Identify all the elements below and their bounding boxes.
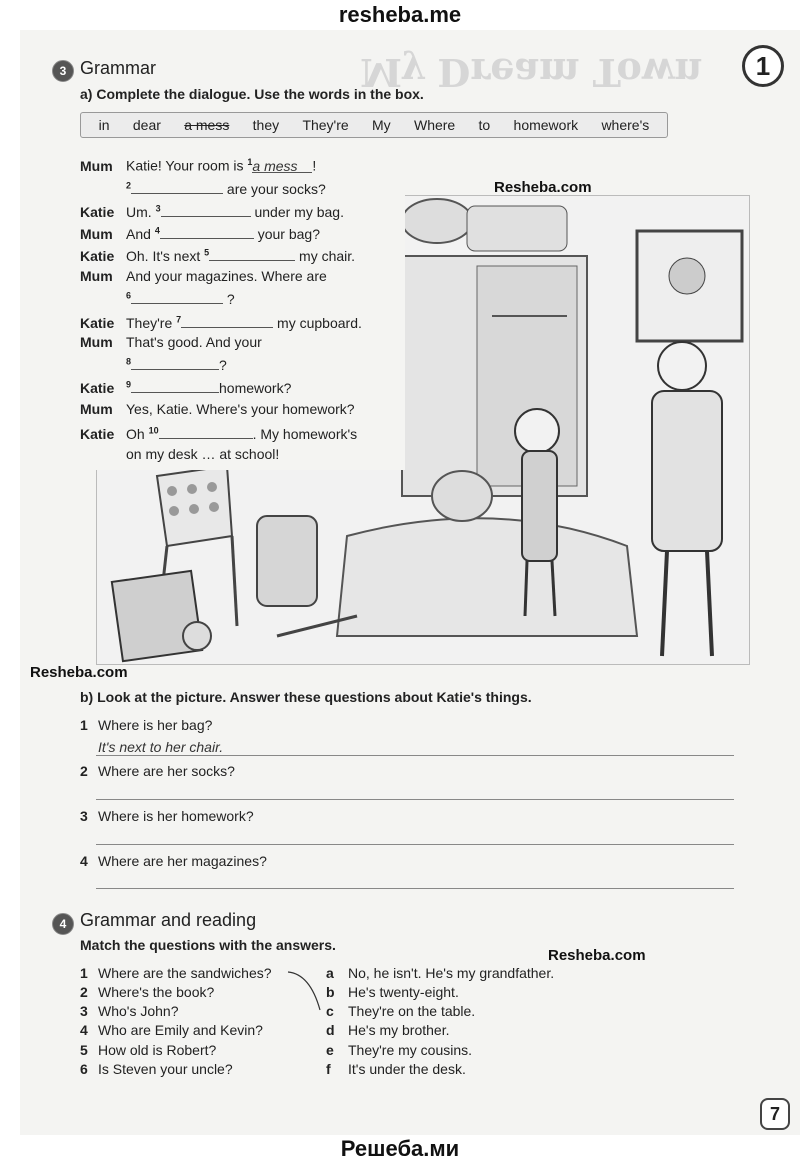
match-question: 6 Is Steven your uncle? bbox=[80, 1061, 233, 1077]
match-answer: f It's under the desk. bbox=[326, 1061, 466, 1077]
match-question: 1 Where are the sandwiches? bbox=[80, 965, 272, 981]
match-answer: b He's twenty-eight. bbox=[326, 984, 459, 1000]
question-row: 2 Where are her socks? bbox=[80, 763, 235, 779]
word-box-item: they bbox=[252, 117, 280, 133]
answer-gap-1[interactable]: a mess bbox=[252, 158, 312, 173]
page-number: 7 bbox=[760, 1098, 790, 1130]
speaker: Katie bbox=[80, 315, 115, 331]
match-answer: a No, he isn't. He's my grandfather. bbox=[326, 965, 555, 981]
match-answer: d He's my brother. bbox=[326, 1022, 450, 1038]
dialogue-line-12: Mum Yes, Katie. Where's your homework? bbox=[80, 401, 355, 417]
dialogue-line-1: Mum Katie! Your room is $^1$a mess! bbox=[80, 157, 317, 174]
speaker: Mum bbox=[80, 157, 113, 174]
exercise-3-number: 3 bbox=[52, 60, 74, 82]
match-answer: e They're my cousins. bbox=[326, 1042, 473, 1058]
exercise-4-title: Grammar and reading bbox=[80, 910, 257, 930]
dialogue-line-3: Katie Um. $^3$ under my bag. bbox=[80, 203, 344, 220]
speaker: Katie bbox=[80, 204, 115, 220]
answer-gap-6[interactable] bbox=[131, 289, 223, 304]
dialogue-panel bbox=[70, 150, 405, 470]
exercise-3a-instruction: a) Complete the dialogue. Use the words in the box. bbox=[80, 86, 424, 102]
speaker: Katie bbox=[80, 248, 115, 264]
answer-line[interactable] bbox=[96, 888, 734, 889]
word-box-item: to bbox=[478, 117, 491, 133]
answer-gap-5[interactable] bbox=[209, 246, 295, 261]
answer-text[interactable]: It's next to her chair. bbox=[98, 739, 224, 755]
match-question: 5 How old is Robert? bbox=[80, 1042, 217, 1058]
answer-gap-7[interactable] bbox=[181, 313, 273, 328]
speaker: Mum bbox=[80, 226, 113, 242]
exercise-4-number: 4 bbox=[52, 913, 74, 935]
word-box-item-used: a mess bbox=[184, 117, 230, 133]
watermark: Resheba.com bbox=[30, 664, 128, 681]
answer-gap-3[interactable] bbox=[161, 202, 251, 217]
match-question: 3 Who's John? bbox=[80, 1003, 179, 1019]
word-box bbox=[80, 112, 668, 138]
speaker: Mum bbox=[80, 268, 113, 284]
match-question: 4 Who are Emily and Kevin? bbox=[80, 1022, 263, 1038]
site-footer-url: Решеба.ми bbox=[340, 1136, 460, 1161]
dialogue-line-2: $^2$ are your socks? bbox=[126, 180, 326, 197]
question-row: 3 Where is her homework? bbox=[80, 808, 254, 824]
speaker: Katie bbox=[80, 380, 115, 396]
match-question: 2 Where's the book? bbox=[80, 984, 215, 1000]
watermark: Resheba.com bbox=[494, 179, 592, 196]
answer-gap-2[interactable] bbox=[131, 179, 223, 194]
watermark: Resheba.com bbox=[548, 947, 646, 964]
dialogue-line-6: Mum And your magazines. Where are bbox=[80, 268, 327, 284]
bleed-through-title: My Dream Town bbox=[360, 50, 703, 95]
question-row: 4 Where are her magazines? bbox=[80, 853, 267, 869]
word-box-item: dear bbox=[132, 117, 161, 133]
word-box-item: They're bbox=[302, 117, 349, 133]
answer-gap-8[interactable] bbox=[131, 355, 219, 370]
site-header-url: resheba.me bbox=[338, 2, 462, 27]
dialogue-line-5: Katie Oh. It's next $^5$ my chair. bbox=[80, 247, 356, 264]
unit-number-badge: 1 bbox=[742, 45, 784, 87]
speaker: Katie bbox=[80, 426, 115, 442]
word-box-item: where's bbox=[601, 117, 650, 133]
answer-line[interactable] bbox=[96, 799, 734, 800]
dialogue-line-7: $^6$ ? bbox=[126, 290, 235, 307]
answer-line[interactable] bbox=[96, 844, 734, 845]
dialogue-line-14: on my desk … at school! bbox=[126, 446, 280, 462]
exercise-4-instruction: Match the questions with the answers. bbox=[80, 937, 336, 953]
dialogue-line-10: $^8$ ? bbox=[126, 356, 227, 373]
speaker: Mum bbox=[80, 401, 113, 417]
dialogue-line-11: Katie $^9$ homework? bbox=[80, 379, 292, 396]
exercise-3-title: Grammar bbox=[80, 58, 156, 78]
answer-line[interactable] bbox=[96, 755, 734, 756]
answer-gap-10[interactable] bbox=[159, 424, 253, 439]
speaker: Mum bbox=[80, 334, 113, 350]
dialogue-line-9: Mum That's good. And your bbox=[80, 334, 262, 350]
word-box-item: homework bbox=[513, 117, 579, 133]
match-connector-line bbox=[280, 960, 340, 1020]
answer-gap-4[interactable] bbox=[160, 224, 254, 239]
word-box-item: My bbox=[372, 117, 391, 133]
dialogue-line-13: Katie Oh $^{10}$ . My homework's bbox=[80, 425, 358, 442]
match-answer: c They're on the table. bbox=[326, 1003, 476, 1019]
dialogue-line-4: Mum And $^4$ your bag? bbox=[80, 225, 320, 242]
dialogue-line-8: Katie They're $^7$ my cupboard. bbox=[80, 314, 362, 331]
word-box-item: Where bbox=[413, 117, 456, 133]
exercise-3b-instruction: b) Look at the picture. Answer these questions about Katie's things. bbox=[80, 689, 532, 705]
word-box-item: in bbox=[98, 117, 110, 133]
answer-gap-9[interactable] bbox=[131, 378, 219, 393]
question-row: 1 Where is her bag? bbox=[80, 717, 213, 733]
